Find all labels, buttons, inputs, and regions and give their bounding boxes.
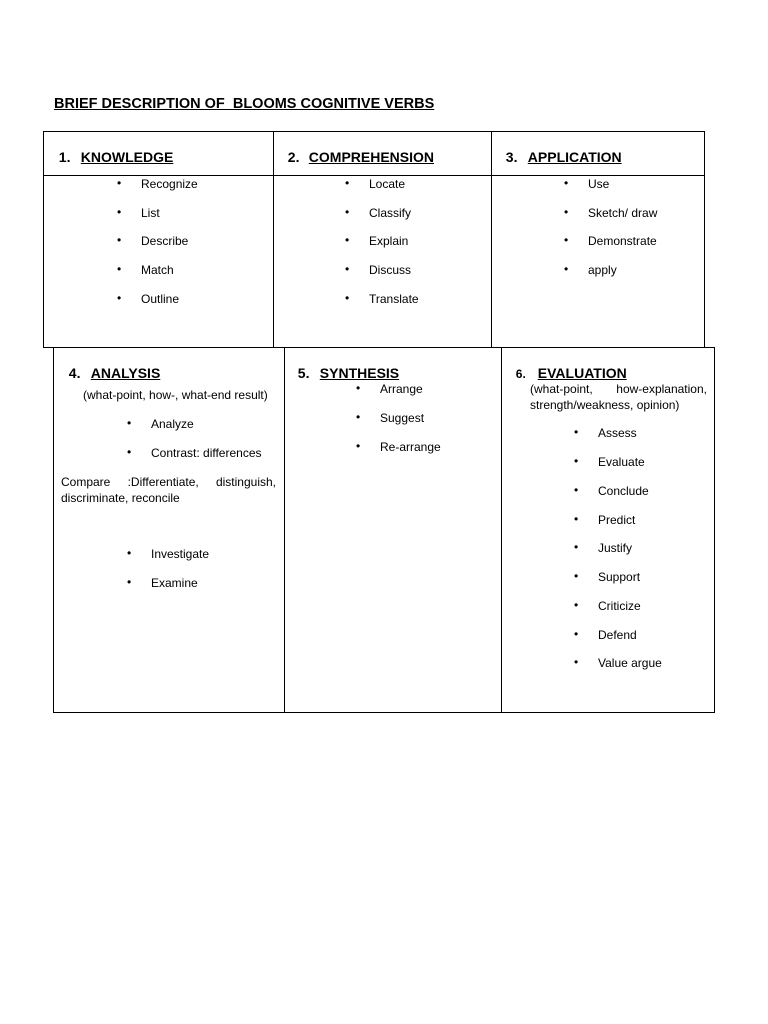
bullet-icon: • [574,512,579,526]
list-item [127,445,262,460]
comprehension-label: COMPREHENSION [308,149,435,165]
analysis-compare-line-2: discriminate, reconcile [61,491,180,505]
bullet-icon: • [574,425,579,439]
evaluation-item-text: Defend [598,628,637,642]
bullet-icon: • [574,569,579,583]
list-item [345,205,412,220]
evaluation-item-text: Criticize [598,599,641,613]
bullet-icon: • [117,233,122,247]
list-item [345,176,406,191]
bullet-icon: • [345,262,350,276]
comprehension-heading [280,133,434,165]
synthesis-heading [290,349,399,381]
evaluation-item-text: Conclude [598,484,649,498]
list-item [127,575,198,590]
list-item [564,176,610,191]
list-item [356,381,423,396]
bullet-icon: • [574,483,579,497]
list-item [574,540,633,555]
bullet-icon: • [345,205,350,219]
list-item [345,233,409,248]
knowledge-item-text: Outline [141,292,180,306]
bullet-icon: • [127,445,132,459]
analysis-compare-line-1: Compare :Differentiate, distinguish, [61,475,276,489]
bullet-icon: • [117,205,122,219]
evaluation-item-text: Predict [598,513,636,527]
bullet-icon: • [127,575,132,589]
list-item [117,262,174,277]
bullet-icon: • [356,410,361,424]
synthesis-item-text: Re-arrange [380,440,441,454]
knowledge-number: 1. [58,149,71,165]
application-body-cell [491,175,705,348]
list-item [574,655,662,670]
comprehension-item-text: Explain [369,234,409,248]
list-item [117,233,189,248]
bullet-icon: • [127,416,132,430]
list-item [574,512,636,527]
knowledge-label: KNOWLEDGE [80,149,174,165]
bullet-icon: • [117,262,122,276]
application-number: 3. [505,149,518,165]
analysis-item-text: Contrast: differences [151,446,262,460]
bullet-icon: • [574,627,579,641]
application-item-text: Use [588,177,610,191]
bullet-icon: • [574,540,579,554]
list-item [345,262,412,277]
list-item [564,262,617,277]
synthesis-number: 5. [297,365,310,381]
bullet-icon: • [356,439,361,453]
synthesis-cell [284,347,502,713]
list-item [564,233,657,248]
knowledge-body-cell [43,175,274,348]
list-item [117,205,160,220]
synthesis-item-text: Arrange [380,382,423,396]
application-heading [498,133,622,165]
comprehension-number: 2. [287,149,300,165]
bullet-icon: • [564,205,569,219]
list-item [127,416,194,431]
list-item [574,454,645,469]
list-item [117,291,180,306]
knowledge-item-text: Describe [141,234,189,248]
evaluation-label: EVALUATION [537,365,627,381]
list-item [574,569,641,584]
list-item [564,205,658,220]
list-item [345,291,419,306]
synthesis-item-text: Suggest [380,411,425,425]
bullet-icon: • [345,233,350,247]
bullet-icon: • [564,233,569,247]
comprehension-body-cell [273,175,492,348]
bullet-icon: • [564,262,569,276]
analysis-heading [61,349,160,381]
analysis-item-text: Investigate [151,547,210,561]
bullet-icon: • [574,454,579,468]
application-item-text: Sketch/ draw [588,206,658,220]
page-title: BRIEF DESCRIPTION OF BLOOMS COGNITIVE VERBS [54,96,435,112]
bullet-icon: • [127,546,132,560]
analysis-number: 4. [68,365,81,381]
bullet-icon: • [574,655,579,669]
analysis-item-text: Examine [151,576,198,590]
evaluation-item-text: Evaluate [598,455,645,469]
application-item-text: Demonstrate [588,234,657,248]
knowledge-heading [51,133,173,165]
list-item [574,598,641,613]
list-item [574,425,637,440]
comprehension-item-text: Classify [369,206,412,220]
analysis-note: (what-point, how-, what-end result) [83,388,268,402]
bullet-icon: • [345,291,350,305]
synthesis-label: SYNTHESIS [319,365,400,381]
evaluation-item-text: Assess [598,426,637,440]
application-label: APPLICATION [527,149,622,165]
bullet-icon: • [564,176,569,190]
knowledge-item-text: List [141,206,160,220]
list-item [117,176,198,191]
analysis-item-text: Analyze [151,417,194,431]
bullet-icon: • [117,291,122,305]
bullet-icon: • [356,381,361,395]
list-item [574,627,637,642]
evaluation-item-text: Justify [598,541,633,555]
bullet-icon: • [117,176,122,190]
bullet-icon: • [345,176,350,190]
list-item [356,439,441,454]
analysis-label: ANALYSIS [90,365,161,381]
evaluation-heading [508,349,627,381]
knowledge-item-text: Match [141,263,174,277]
evaluation-item-text: Support [598,570,641,584]
evaluation-note-line-1: (what-point, how-explanation, [530,382,707,396]
bullet-icon: • [574,598,579,612]
evaluation-item-text: Value argue [598,656,662,670]
evaluation-number: 6. [515,367,526,381]
evaluation-note-line-2: strength/weakness, opinion) [530,398,680,412]
application-item-text: apply [588,263,617,277]
list-item [574,483,649,498]
list-item [356,410,425,425]
list-item [127,546,210,561]
comprehension-item-text: Discuss [369,263,412,277]
knowledge-item-text: Recognize [141,177,198,191]
comprehension-item-text: Translate [369,292,419,306]
comprehension-item-text: Locate [369,177,406,191]
